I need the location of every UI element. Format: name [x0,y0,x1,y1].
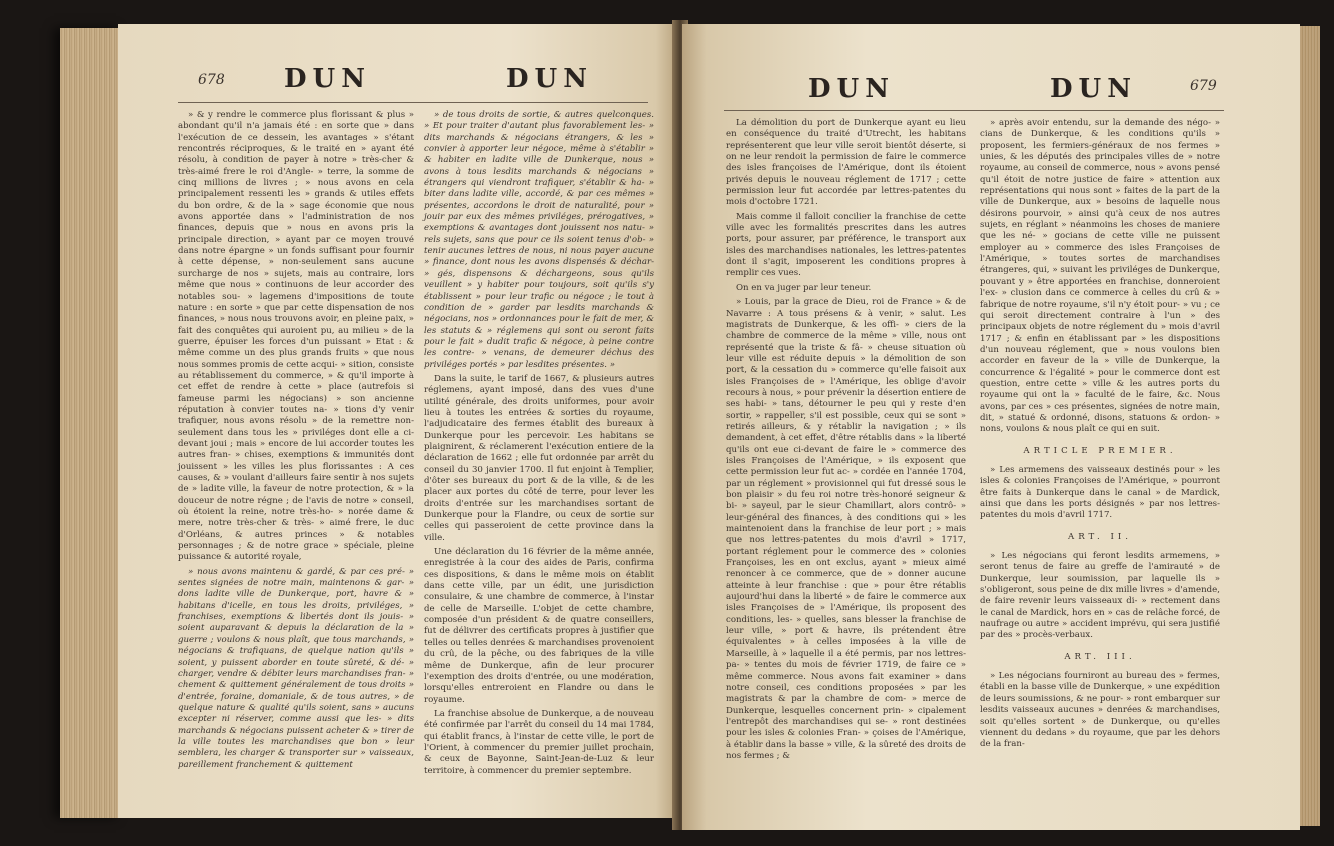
paragraph: La démolition du port de Dunkerque ayant eu lieu en conséquence du traité d'Utrecht, les habitans représenterent que leur ville seroit bientôt déserte, si on ne leur rendoit la permission de faire le commerce des isles françoises de l'Amérique, dont ils étoient privés depuis le nouveau réglement de 1717 ; cette permission leur fut accordée par lettres-patentes du mois d'octobre 1721. [726,118,966,208]
left-page-block-edge [60,28,122,818]
paragraph: » Les négocians fourniront au bureau des » fermes, établi en la basse ville de Dunkerque, » une expédition de leurs soumissions, & ne pour- » ront embarquer sur lesdits vaisseaux aucunes » denrées & marchandises, soit qu'elles sortent » de Dunkerque, ou qu'elles viennent du dedans » du royaume, que par les dehors de la fran- [980,671,1220,750]
paragraph: La franchise absolue de Dunkerque, a de nouveau été confirmée par l'arrêt du conseil du 14 mai 1784, qui établit francs, à l'instar de cette ville, le port de l'Orient, à commencer du premier juillet prochain, & ceux de Bayonne, Saint-Jean-de-Luz & leur territoire, à commencer du premier septembre. [424,708,654,776]
column-right [980,118,1220,754]
header-rule [724,110,1224,111]
paragraph: Mais comme il falloit concilier la franchise de cette ville avec les formalités prescrites dans les autres ports, pour assurer, par préférence, le transport aux isles des marchandises nationales, les lettres-patentes dont il s'agit, imposerent les conditions propres à remplir ces vues. [726,211,966,279]
running-head-left: DUN [284,64,371,94]
paragraph: Dans la suite, le tarif de 1667, & plusieurs autres réglemens, ayant imposé, dans des vues d'une utilité générale, des droits uniformes, pour avoir lieu à toutes les entrées & sorties du royaume, l'adjudicataire des fermes établit des bureaux à Dunkerque pour les percevoir. Les habitans se plaignirent, & réclamerent l'exécution entiere de la déclaration de 1662 ; elle fut ordonnée par arrêt du conseil du 30 janvier 1700. Il fut enjoint à Templier, d'ôter ses bureaux du port & de la ville, & de les placer aux portes du côté de terre, pour lever les droits d'entrée sur les marchandises sortant de Dunkerque pour la Flandre, ou ceux de sortie sur celles qui passeroient de cette province dans la ville. [424,373,654,543]
article-heading: ART. III. [1064,651,1136,662]
paragraph: Une déclaration du 16 février de la même année, enregistrée à la cour des aides de Paris, confirma ces dispositions, & dans le même mois on établit dans cette ville, par un édit, une jurisdiction consulaire, & une chambre de commerce, à l'instar de celle de Marseille. L'objet de cette chambre, composée d'un président & de quatre conseillers, fut de délivrer des certificats propres à justifier que telles ou telles denrées & marchandises provenoient du crû, de la pêche, ou des fabriques de la ville même de Dunkerque, afin de leur procurer l'exemption des droits d'entrée, ou une modération, lorsqu'elles entreroient en Flandre ou dans le royaume. [424,547,654,705]
paragraph: » Louis, par la grace de Dieu, roi de France » & de Navarre : A tous présens & à venir, » salut. Les magistrats de Dunkerque, & les offi- » ciers de la chambre de commerce de la même » ville, nous ont représenté que la triste & fâ- » cheuse situation où leur ville est réduite depuis » la démolition de son port, & la cessation du » commerce qu'elle faisoit aux isles Françoises de » l'Amérique, les oblige d'avoir recours à nous, » pour prévenir la désertion entiere de ses habi- » tans, détourner le peu qui y reste d'en sortir, » rappeller, s'il est possible, ceux qui se sont » retirés ailleurs, & y rétablir la navigation ; » ils demandent, à cet effet, d'être rétablis dans » la liberté qu'ils ont eue ci-devant de faire le » commerce des isles Françoises de l'Amérique, » ils exposent que cette permission leur fut ac- » cordée en l'année 1704, par un réglement » provisionnel qui fut dressé sous le bon plaisir » du feu roi notre très-honoré seigneur & bi- » sayeul, par le sieur Chamillart, alors contrô- » leur-général des finances, à des conditions qui » les maintenoient dans la franchise de leur port ; » mais que nos lettres-patentes du mois d'avril » 1717, portant réglement pour le commerce des » colonies Françoises, les en ont exclus, ayant » mieux aimé renoncer à ce commerce, que de » donner aucune atteinte à leur franchise : que » pour être rétablis aujourd'hui dans la liberté » de faire le commerce aux isles Françoises de » l'Amérique, ils proposent des conditions, les- » quelles, sans blesser la franchise de leur ville, » port & havre, ils prétendent être équivalentes » à celles imposées à la ville de Marseille, à » laquelle il a été permis, par nos lettres-pa- » tentes du mois de février 1719, de faire ce » même commerce. Nous avons fait examiner » dans notre conseil, ces conditions proposées » par les magistrats & par la chambre de com- » merce de Dunkerque, lesquelles concernent prin- » cipalement l'entrepôt des marchandises qui se- » ront destinées pour les isles & colonies Fran- » çoises de l'Amérique, à établir dans la basse » ville, & la sûreté des droits de nos fermes ; & [726,297,966,761]
right-page-block-edge [1298,26,1320,826]
paragraph: » nous avons maintenu & gardé, & par ces pré- » sentes signées de notre main, maintenons & gar- » dons ladite ville de Dunkerque, port, havre & » habitans d'icelle, en tous les droits, priviléges, » franchises, exemptions & libertés dont ils jouis- » soient auparavant & depuis la déclaration de la » guerre ; voulons & nous plaît, que tous marchands, » négocians & trafiquans, de quelque nation qu'ils » soient, y puissent aborder en toute sûreté, & dé- » charger, vendre & débiter leurs marchandises fran- » chement & quittement généralement de tous droits » d'entrée, foraine, domaniale, & de tous autres, » de quelque nature & qualité qu'ils soient, sans » aucuns excepter ni réserver, comme aussi que les- » dits marchands & négocians puissent acheter & » tirer de la ville toutes les marchandises que bon » leur semblera, les charger & transporter sur » vaisseaux, pareillement franchement & quittement [178,566,414,770]
right-page [682,24,1300,830]
header-rule [178,102,648,103]
column-right [424,110,654,780]
column-left [726,118,966,765]
article-heading: ART. II. [1068,531,1132,542]
left-page [118,24,678,818]
running-head-right: DUN [506,64,593,94]
article-heading: ARTICLE PREMIER. [1023,445,1177,456]
paragraph: » de tous droits de sortie, & autres quelconques. » Et pour traiter d'autant plus favorablement les- » dits marchands & négocians étrangers, & les » convier à apporter leur négoce, même à s'établir » & habiter en ladite ville de Dunkerque, nous » avons à tous lesdits marchands & négocians » étrangers qui viendront trafiquer, s'établir & ha- » biter dans ladite ville, accordé, & par ces mêmes » présentes, accordons le droit de naturalité, pour » jouir par eux des mêmes priviléges, prérogatives, » exemptions & avantages dont jouissent nos natu- » rels sujets, sans que pour ce ils soient tenus d'ob- » tenir aucunes lettres de nous, ni nous payer aucune » finance, dont nous les avons dispensés & déchar- » gés, dispensons & déchargeons, sous qu'ils veuillent » y habiter pour toujours, soit qu'ils s'y établissent » pour leur trafic ou négoce ; le tout à condition de » garder par lesdits marchands & négocians, nos » ordonnances pour le fait de mer, & les statuts & » réglemens qui sont ou seront faits pour le fait » dudit trafic & négoce, à peine contre les contre- » venans, de demeurer déchus des priviléges portés » par lesdites présentes. » [424,110,654,370]
paragraph: On en va juger par leur teneur. [736,282,872,293]
running-head-right: DUN [1050,74,1137,104]
running-head-left: DUN [808,74,895,104]
page-number: 678 [198,72,225,88]
paragraph: » & y rendre le commerce plus florissant & plus » abondant qu'il n'a jamais été : en sorte que » dans l'exécution de ce dessein, les avantages » s'étant rencontrés réciproques, & le traité en » ayant été résolu, à condition de payer à notre » très-cher & très-aimé frere le roi d'Angle- » terre, la somme de cinq millions de livres ; » nous avons en cela principalement ressenti les » grands & utiles effets du bon ordre, & de la » sage économie que nous avons apportée dans » l'administration de nos finances, depuis que » nous en avons pris la principale direction, » ayant par ce moyen trouvé dans notre épargne » un fonds suffisant pour fournir à cette dépense, » non-seulement sans aucune surcharge de nos » sujets, mais au contraire, lors même que nous » continuons de leur accorder des notables sou- » lagemens d'impositions de toute nature : en sorte » que par cette dispensation de nos finances, » nous nous trouvons avoir, en pleine paix, » fait des conquêtes qui auroient pu, au milieu » de la guerre, épuiser les forces d'un puissant » Etat : & même comme un des plus grands fruits » que nous nous sommes promis de cette acqui- » sition, consiste au rétablissement du commerce, » & qu'il importe à cet effet de rendre à cette » place (autrefois si fameuse parmi les négocians) » son ancienne réputation à convier toutes na- » tions d'y venir trafiquer, nous avons résolu » de la remettre non-seulement dans tous les » priviléges dont elle a ci-devant joui ; mais » encore de lui accorder toutes les autres fran- » chises, exemptions & immunités dont jouissent » les villes les plus florissantes : A ces causes, & » voulant d'ailleurs faire sentir à nos sujets de » ladite ville, la faveur de notre protection, & » la douceur de notre régne ; de l'avis de notre » conseil, où étoient la reine, notre très-ho- » norée dame & mere, notre très-cher & très- » aimé frere, le duc d'Orléans, & autres princes » & notables personnages ; & de notre grace » spéciale, pleine puissance & autorité royale, [178,110,414,563]
column-left [178,110,414,774]
paragraph: » Les armemens des vaisseaux destinés pour » les isles & colonies Françoises de l'Amérique, » pourront être faits à Dunkerque dans le canal » de Mardick, ainsi que dans les ports désignés » par nos lettres-patentes du mois d'avril 1717. [980,464,1220,521]
paragraph: » après avoir entendu, sur la demande des négo- » cians de Dunkerque, & les conditions qu'ils » proposent, les fermiers-généraux de nos fermes » unies, & les députés des principales villes de » notre royaume, au conseil de commerce, nous » avons pensé qu'il étoit de notre justice de faire » attention aux représentations qui nous sont » faites de la part de la ville de Dunkerque, aux » besoins de laquelle nous désirons pourvoir, » ainsi qu'à ceux de nos autres sujets, en réglant » néanmoins les choses de maniere que les né- » gocians de cette ville ne puissent employer au » commerce des isles Françoises de l'Amérique, » toutes sortes de marchandises étrangeres, qui, » suivant les priviléges de Dunkerque, pouvant y » être apportées en franchise, donneroient l'ex- » clusion dans ce commerce à celles du crû & » fabrique de notre royaume, s'il n'y étoit pour- » vu ; ce qui seroit directement contraire à l'un » des principaux objets de notre réglement du » mois d'avril 1717 ; & enfin en établissant par » les dispositions d'un nouveau réglement, que » nous voulons bien accorder en faveur de la » ville de Dunkerque, la concurrence & l'égalité » pour le commerce dont est question, entre cette » ville & les autres ports du royaume qui ont la » faculté de le faire, &c. Nous avons, par ces » ces présentes, signées de notre main, dit, » statué & ordonné, disons, statuons & ordon- » nons, voulons & nous plaît ce qui en suit. [980,118,1220,435]
page-number: 679 [1190,78,1217,94]
paragraph: » Les négocians qui feront lesdits armemens, » seront tenus de faire au greffe de l'amirauté » de Dunkerque, leur soumission, par laquelle ils » s'obligeront, sous peine de dix mille livres » d'amende, de faire revenir leurs vaisseaux di- » rectement dans le canal de Mardick, hors en » cas de relâche forcé, de naufrage ou autre » accident imprévu, qui sera justifié par des » procès-verbaux. [980,551,1220,641]
